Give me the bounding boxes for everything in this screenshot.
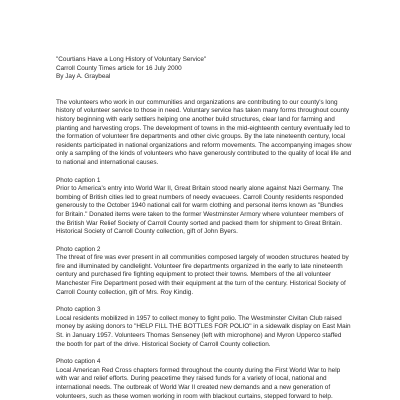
caption-text-2: The threat of fire was ever present in all communities composed largely of wooden structures heated by fire and illuminated by candlelight. Volunteer fire departments organized in the early to late nineteenth century and purchased fire fighting equipment to protect their towns. Members of the all volunteer Manchester Fire Department posed with their equipment at the turn of the century. Historical Society of Carroll County collection, gift of Mrs. Roy Kindig. [56, 254, 349, 296]
article-title: "Courtians Have a Long History of Voluntary Service" [56, 56, 207, 63]
article-subtitle: Carroll County Times article for 16 July 2000 [56, 64, 182, 72]
caption-block-4 [56, 358, 352, 400]
caption-block-3 [56, 306, 352, 349]
caption-block-1 [56, 177, 352, 237]
caption-title-3: Photo caption 3 [56, 306, 101, 314]
caption-text-1: Prior to America's entry into World War II, Great Britain stood nearly alone against Nazi Germany. The bombing of British cities led to great numbers of needy evacuees. Carroll County residents responded generously to the October 1940 national call for warm clothing and personal items known as "Bundles for Britain." Donated items were taken to the former Westminster Armory where volunteer members of the British War Relief Society of Carroll County sorted and packed them for shipment to Great Britain. Historical Society of Carroll County collection, gift of John Byers. [56, 185, 344, 236]
document-body [56, 56, 352, 400]
caption-title-2: Photo caption 2 [56, 245, 101, 253]
caption-title-1: Photo caption 1 [56, 176, 101, 184]
intro-paragraph: The volunteers who work in our communities and organizations are contributing to our county's long history of volunteer service to those in need. Voluntary service has taken many forms throughout county history beginning with early settlers helping one another build structures, clear land for farming and planting and harvesting crops. The development of towns in the mid-eighteenth century eventually led to the formation of volunteer fire departments and other civic groups. By the late nineteenth century, local residents participated in national organizations and reform movements. The accompanying images show only a sampling of the kinds of volunteers who have generously contributed to the quality of local life and to national and international causes. [56, 98, 352, 166]
article-byline: By Jay A. Graybeal [56, 73, 111, 81]
caption-text-4: Local American Red Cross chapters formed throughout the county during the First World War to help with war and relief efforts. During peacetime they raised funds for a variety of local, national and international needs. The outbreak of World War II created new demands and a new generation of volunteers, such as these women working in room with blackout curtains, stepped forward to help. [56, 366, 341, 400]
caption-title-4: Photo caption 4 [56, 358, 101, 366]
caption-block-2 [56, 246, 352, 298]
spacer [56, 82, 352, 99]
caption-text-3: Local residents mobilized in 1957 to collect money to fight polio. The Westminster Civitan Club raised money by asking donors to "HELP FILL THE BOTTLES FOR POLIO" in a sidewalk display on East Main St. in January 1957. Volunteers Thomas Senseney (left with microphone) and Myron Upperco staffed the booth for part of the drive. Historical Society of Carroll County collection. [56, 314, 351, 348]
